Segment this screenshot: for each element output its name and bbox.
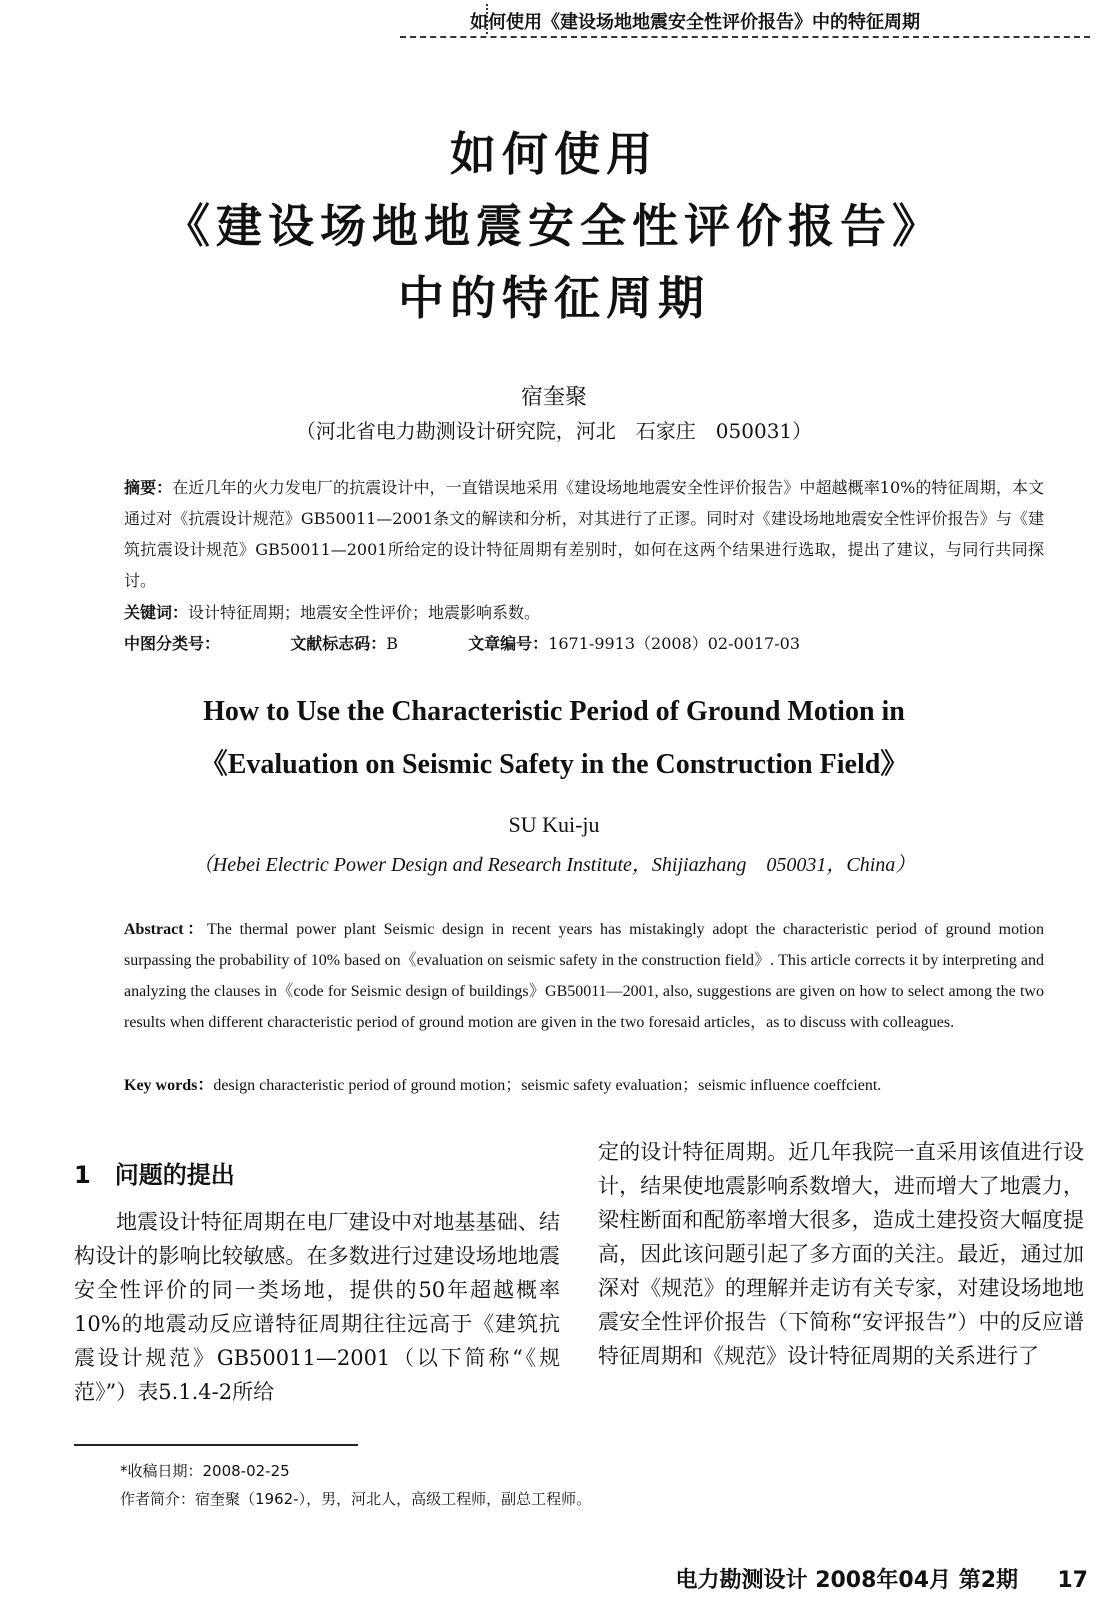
article-no: 1671-9913（2008）02-0017-03 bbox=[548, 634, 801, 653]
keywords-en bbox=[124, 1070, 1044, 1101]
keywords-cn-label: 关键词： bbox=[124, 603, 189, 622]
title-cn-line1: 如何使用 bbox=[450, 127, 658, 181]
article-no-label: 文章编号： bbox=[468, 634, 549, 653]
abstract-en bbox=[124, 914, 1044, 1038]
abstract-cn-label: 摘要： bbox=[124, 478, 173, 497]
abstract-en-label: Abstract： bbox=[124, 921, 208, 938]
doc-code-label: 文献标志码： bbox=[290, 634, 387, 653]
keywords-en-label: Key words： bbox=[124, 1077, 214, 1094]
abstract-en-text: The thermal power plant Seismic design in recent years has mistakingly adopt the characteristic period of ground motion surpassing the probability of 10% based on《evaluation on seismic safety in the construction field》. This article corrects it by interpreting and analyzing the clauses in《code for Seismic design of buildings》GB50011—2001, also, suggestions are given on how to select among the two results when different characteristic period of ground motion are given in the two foresaid articles，as to discuss with colleagues. bbox=[124, 921, 1044, 1031]
page-number: 17 bbox=[1057, 1568, 1088, 1593]
footer-issue: 第2期 bbox=[958, 1568, 1019, 1593]
body-column-left: 地震设计特征周期在电厂建设中对地基基础、结构设计的影响比较敏感。在多数进行过建设场地地震安全性评价的同一类场地，提供的50年超越概率10%的地震动反应谱特征周期往往远高于《建筑抗震设计规范》GB50011—2001（以下简称“《规范》”）表5.1.4-2所给 bbox=[74, 1210, 560, 1404]
footer-date: 2008年04月 bbox=[815, 1568, 952, 1593]
running-header: 如何使用《建设场地地震安全性评价报告》中的特征周期 bbox=[470, 12, 920, 33]
title-cn-line2: 《建设场地地震安全性评价报告》 bbox=[164, 199, 944, 253]
page-footer bbox=[676, 1563, 1089, 1594]
keywords-cn bbox=[124, 597, 1044, 628]
author-cn: 宿奎聚 bbox=[520, 385, 587, 410]
body-column-right: 定的设计特征周期。近几年我院一直采用该值进行设计，结果使地震影响系数增大，进而增大了地震力，梁柱断面和配筋率增大很多，造成土建投资大幅度提高，因此该问题引起了多方面的关注。最近，通过加深对《规范》的理解并走访有关专家，对建设场地地震安全性评价报告（下简称“安评报告”）中的反应谱特征周期和《规范》设计特征周期的关系进行了 bbox=[598, 1140, 1084, 1368]
doc-code: B bbox=[386, 634, 398, 653]
author-en: SU Kui-ju bbox=[508, 812, 600, 837]
title-cn-line3: 中的特征周期 bbox=[398, 271, 710, 325]
title-en-line1: How to Use the Characteristic Period of Ground Motion in bbox=[203, 696, 905, 727]
clc-label: 中图分类号： bbox=[124, 634, 221, 653]
footer-journal: 电力勘测设计 bbox=[675, 1568, 808, 1593]
affiliation-cn: （河北省电力勘测设计研究院，河北 石家庄 050031） bbox=[295, 419, 813, 443]
title-en-line2: 《Evaluation on Seismic Safety in the Construction Field》 bbox=[199, 749, 909, 780]
header-rule bbox=[400, 36, 1090, 38]
footnote-received: *收稿日期：2008-02-25 bbox=[120, 1462, 290, 1480]
footnote-rule bbox=[74, 1444, 358, 1446]
footnote-author-bio: 作者简介：宿奎聚（1962-），男，河北人，高级工程师，副总工程师。 bbox=[120, 1490, 592, 1508]
affiliation-en: （Hebei Electric Power Design and Research Institute，Shijiazhang 050031，China） bbox=[192, 854, 916, 876]
abstract-cn bbox=[124, 472, 1044, 596]
keywords-en-text: design characteristic period of ground motion；seismic safety evaluation；seismic influence coeffcient. bbox=[213, 1077, 882, 1094]
section-heading: 1 问题的提出 bbox=[74, 1161, 235, 1189]
abstract-cn-text: 在近几年的火力发电厂的抗震设计中，一直错误地采用《建设场地地震安全性评价报告》中超越概率10%的特征周期，本文通过对《抗震设计规范》GB50011—2001条文的解读和分析，对其进行了正谬。同时对《建设场地地震安全性评价报告》与《建筑抗震设计规范》GB50011—2001所给定的设计特征周期有差别时，如何在这两个结果进行选取，提出了建议，与同行共同探讨。 bbox=[124, 478, 1044, 590]
classification-line bbox=[124, 628, 1044, 659]
keywords-cn-text: 设计特征周期；地震安全性评价；地震影响系数。 bbox=[188, 603, 541, 622]
